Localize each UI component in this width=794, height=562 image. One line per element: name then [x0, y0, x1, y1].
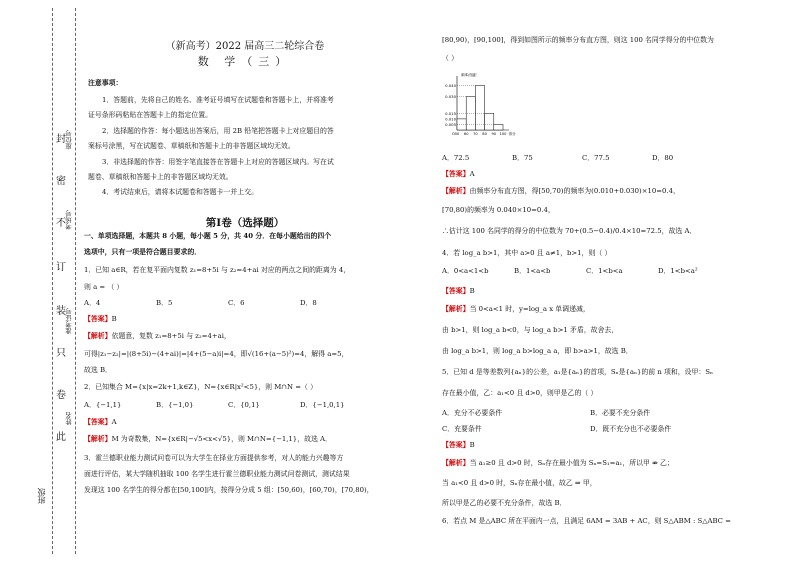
histogram-bar: [475, 86, 484, 130]
option: D．既不充分也不必要条件: [590, 425, 672, 433]
note-line: 4．考试结束后，请将本试题卷和答题卡一并上交。: [102, 188, 258, 196]
analysis-tag: 【解析】: [442, 305, 470, 313]
x-tick-label: 90: [491, 132, 497, 136]
note-line: 案标号涂黑，写在试题卷、草稿纸和答题卡上的非答题区域均无效。: [88, 142, 295, 150]
q3-stem: 3．霍兰德职业能力测试问卷可以为大学生在择业方面提供参考，对人的能力兴趣等方: [84, 454, 344, 462]
q5-stem: 存在最小值，乙：a₁<0 且 d>0，则甲是乙的（ ）: [442, 389, 598, 397]
q4-stem: 4．若 log_a b>1，其中 a>0 且 a≠1，b>1，则（ ）: [442, 249, 612, 257]
option: D．1<b<a²: [658, 267, 698, 275]
q4-analysis: [442, 306, 590, 313]
q3-options: [442, 155, 722, 162]
x-tick-label: 60: [463, 132, 469, 136]
q4-analysis-line: 由 log_a b>1，则 log_a b>log_a a，即 b>a>1，故选 B．: [442, 347, 633, 355]
q3-stem: [80,90)，[90,100]，得到如图所示的频率分布直方图，则这 100 名同学得分的中位数为: [442, 36, 714, 44]
q4-options: [442, 268, 730, 275]
option: A．充分不必要条件: [442, 409, 503, 417]
q5-options-row2: [442, 426, 738, 433]
q2-stem: 2．已知集合 M={x|x=2k+1,k∈Z}，N={x∈R|x²<5}，则 M∩N =（ ）: [84, 383, 317, 391]
option: A．72.5: [442, 154, 470, 162]
section-title: 第Ⅰ卷（选择题）: [205, 217, 285, 229]
q2-answer: [84, 419, 117, 426]
q3-analysis-line: ∴估计这 100 名同学的得分的中位数为 70+(0.5−0.4)/0.4×10=72.5，故选 A．: [442, 227, 697, 235]
histogram-bar: [494, 124, 503, 130]
binding-dashed-line: [75, 8, 76, 554]
option: C．1<b<a: [586, 267, 623, 275]
analysis-text: 依题意，复数 z₁=8+5i 与 z₂=4+ai，: [111, 332, 231, 340]
seal-char: 密: [56, 176, 66, 187]
seal-char: 只: [56, 348, 66, 359]
answer-value: B: [469, 287, 475, 295]
note-line: 2．选择题的作答：每小题选出答案后，用 2B 铅笔把答题卡上对应题目的答: [102, 127, 334, 135]
analysis-tag: 【解析】: [442, 459, 470, 467]
field-seat-number: 座位号: [65, 130, 73, 150]
answer-tag: 【答案】: [84, 315, 112, 323]
analysis-text: 当 a₁≥0 且 d>0 时，Sₙ存在最小值为 Sₙ=S₁=a₁，所以甲 ⇏ 乙；: [469, 459, 674, 467]
y-tick-label: 0.015: [445, 110, 456, 116]
option: B．75: [512, 154, 533, 162]
exam-subtitle: 数 学（三）: [197, 55, 293, 68]
option: B．必要不充分条件: [590, 409, 651, 417]
option: C．{0,1}: [228, 401, 260, 409]
seal-char: 装: [56, 306, 66, 317]
option: A．{−1,1}: [84, 401, 122, 409]
option: A．0<a<1<b: [442, 267, 489, 275]
q3-stem: （ ）: [442, 54, 458, 62]
note-line: 题卷、草稿纸和答题卡上的非答题区域均无效。: [88, 173, 233, 181]
q2-options: [84, 402, 372, 409]
option: C．6: [228, 299, 245, 307]
note-line: 3．非选择题的作答：用签字笔直接答在答题卡上对应的答题区域内。写在试: [102, 158, 334, 166]
answer-tag: 【答案】: [442, 170, 470, 178]
q5-answer: [442, 442, 475, 449]
option: B．1<a<b: [514, 267, 551, 275]
exam-title: （新高考）2022 届高三二轮综合卷: [165, 41, 325, 52]
answer-value: B: [111, 315, 117, 323]
seal-char: 封: [56, 134, 66, 145]
q5-stem: 5．已知 d 是等差数列{aₙ}的公差，a₁是{aₙ}的首项，Sₙ是{aₙ}的前 n 项和，设甲：Sₙ: [442, 368, 713, 376]
y-axis-label: 频率/组距: [461, 73, 477, 77]
q5-analysis-line: 当 a₁<0 且 d>0 时，Sₙ存在最小值，故乙 ⇒ 甲，: [442, 479, 597, 487]
origin-label: O: [452, 131, 455, 136]
frequency-histogram: [443, 72, 516, 142]
answer-value: A: [111, 418, 117, 426]
option: B．5: [156, 299, 173, 307]
answer-value: A: [469, 170, 475, 178]
q1-analysis-line: 故选 B．: [84, 366, 112, 374]
note-line: 证号条形码粘贴在答题卡上的指定位置。: [88, 111, 213, 119]
x-tick-label: 70: [473, 132, 478, 136]
q1-analysis: [84, 333, 231, 340]
q4-analysis-line: 由 b>1，则 log_a b<0，与 log_a b>1 矛盾，故舍去，: [442, 326, 619, 334]
q1-stem: 1．已知 a∈R，若在复平面内复数 z₁=8+5i 与 z₂=4+ai 对应的两点之间的距离为 4，: [84, 266, 351, 274]
q1-stem: 则 a = （ ）: [84, 283, 124, 291]
answer-tag: 【答案】: [442, 287, 470, 295]
field-name: 姓名: [65, 412, 73, 425]
q5-analysis: [442, 460, 674, 467]
q3-answer: [442, 171, 475, 178]
q1-answer: [84, 316, 117, 323]
field-admission-number: 准考证号: [65, 308, 73, 334]
q3-analysis-line: [70,80)的频率为 0.040×10=0.4，: [442, 206, 555, 214]
note-line: 1．答题前，先将自己的姓名、准考证号填写在试题卷和答题卡上，并将准考: [102, 96, 334, 104]
analysis-text: 由频率分布直方图，得[50,70)的频率为(0.010+0.030)×10=0.4，: [469, 187, 680, 195]
section-intro: 选项中，只有一项是符合题目要求的．: [84, 248, 202, 256]
y-tick-label: 0.005: [445, 121, 456, 127]
field-class: 班级: [37, 488, 46, 504]
q3-analysis: [442, 188, 680, 195]
answer-tag: 【答案】: [442, 441, 470, 449]
analysis-text: 当 0<a<1 时，y=log_a x 单调递减，: [469, 305, 590, 313]
seal-char: 卷: [56, 390, 66, 401]
seal-char: 不: [56, 218, 66, 229]
option: B．{−1,0}: [156, 401, 194, 409]
option: A．4: [84, 299, 101, 307]
option: C．充要条件: [442, 425, 482, 433]
section-intro: 一、单项选择题，本题共 8 小题，每小题 5 分，共 40 分．在每小题给出的四个: [84, 232, 332, 240]
answer-value: B: [469, 441, 475, 449]
x-tick-label: 50: [454, 132, 460, 136]
q5-options-row1: [442, 410, 738, 417]
seal-char: 订: [56, 262, 66, 273]
q5-analysis-line: 所以甲是乙的必要不充分条件，故选 B．: [442, 499, 567, 507]
q2-analysis: [84, 436, 332, 443]
field-exam-room: 考场号: [65, 210, 73, 230]
binding-dashed-line: [52, 8, 53, 554]
q4-answer: [442, 288, 475, 295]
x-axis-label: 得分: [508, 132, 516, 136]
q6-stem: 6．若点 M 是△ABC 所在平面内一点，且满足 6AM = 3AB + AC，则 S△ABM : S△ABC =: [442, 517, 731, 525]
option: C．77.5: [582, 154, 610, 162]
analysis-text: M 为奇数集，N={x∈R|−√5<x<√5}，则 M∩N={−1,1}，故选 A．: [111, 435, 332, 443]
option: D．80: [652, 154, 674, 162]
option: D．{−1,0,1}: [300, 401, 345, 409]
y-tick-label: 0.030: [445, 94, 456, 100]
q1-analysis-line: 可得|z₁−z₂|=|(8+5i)−(4+ai)|=|4+(5−a)i|=4，即√(16+(a−5)²)=4，解得 a=5，: [84, 350, 349, 358]
answer-tag: 【答案】: [84, 418, 112, 426]
x-tick-label: 80: [482, 132, 487, 136]
histogram-bar: [485, 113, 494, 130]
analysis-tag: 【解析】: [84, 435, 112, 443]
option: D．8: [300, 299, 317, 307]
analysis-tag: 【解析】: [442, 187, 470, 195]
analysis-tag: 【解析】: [84, 332, 112, 340]
x-tick-label: 100: [499, 132, 507, 136]
y-tick-label: 0.040: [445, 83, 456, 89]
q3-stem: 发现这 100 名学生的得分都在[50,100]内，按得分分成 5 组：[50,60)，[60,70)，[70,80)，: [84, 486, 374, 494]
y-tick-label: 0.010: [445, 116, 456, 122]
q3-stem: 面进行评估，某大学随机抽取 100 名学生进行霍兰德职业能力测试问卷测试，测试结果: [84, 470, 350, 478]
notes-heading: 注意事项：: [88, 79, 123, 87]
seal-char: 此: [56, 432, 66, 443]
binding-margin: [0, 0, 78, 562]
q1-options: [84, 300, 372, 307]
